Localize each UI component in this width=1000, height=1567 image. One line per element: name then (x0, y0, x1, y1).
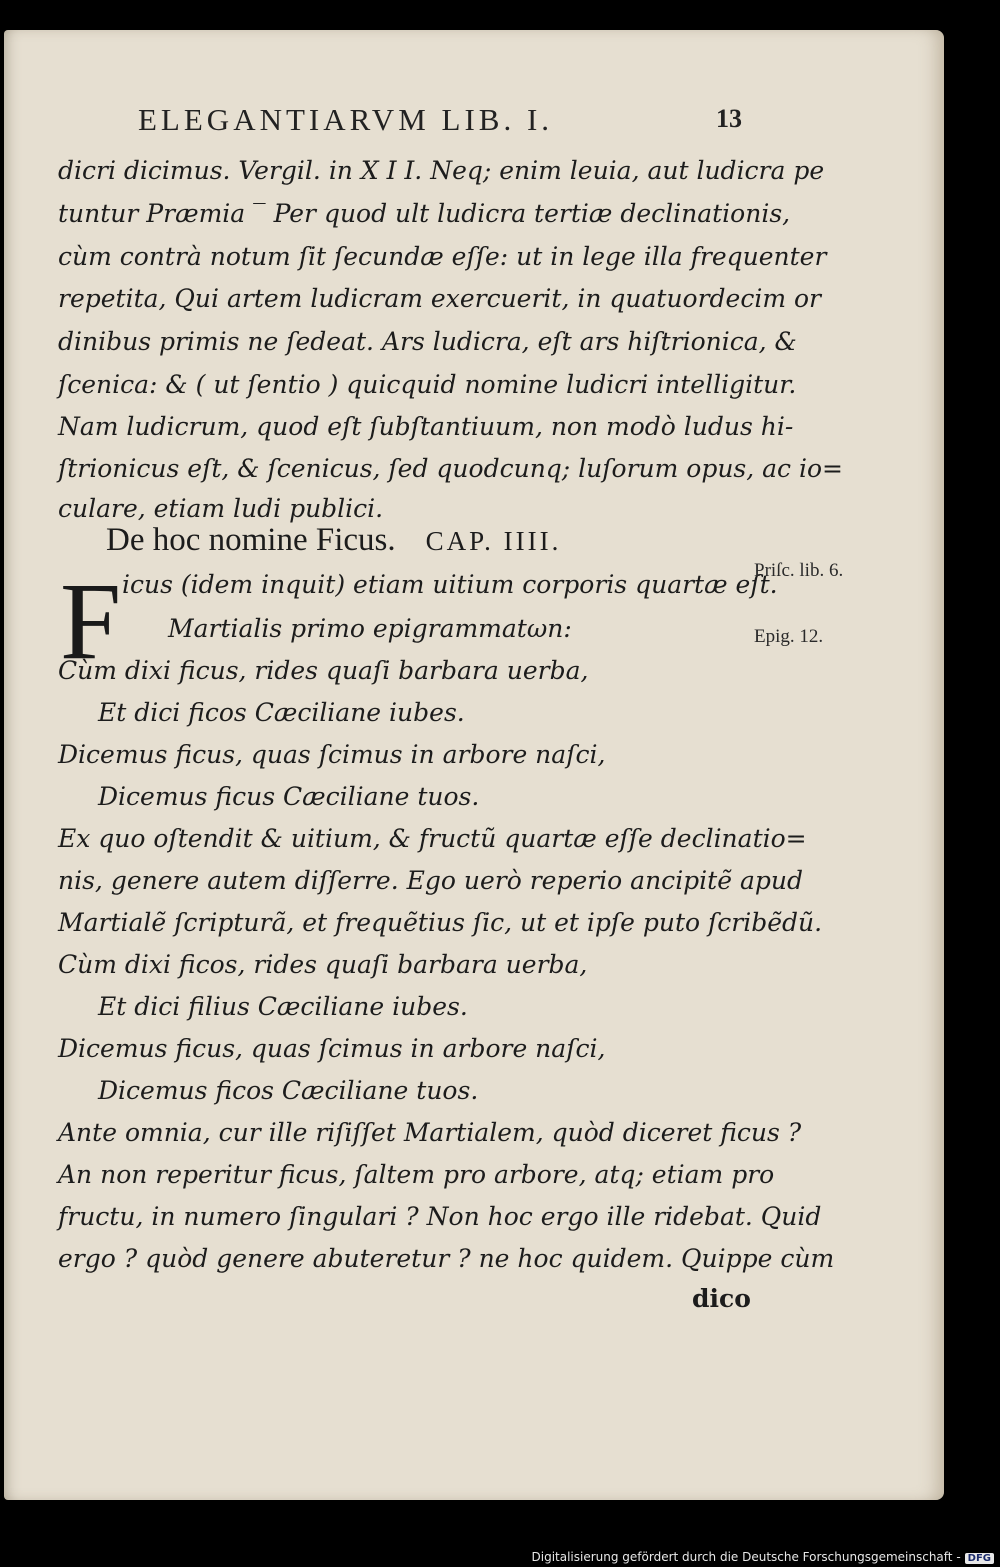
text-line: Martialẽ ſcripturã, et frequẽtius ſic, ut et ipſe puto ſcribẽdũ. (58, 908, 823, 937)
funding-footer (532, 1550, 995, 1564)
chapter-heading (106, 522, 561, 559)
verse-line: Cùm dixi ficus, rides quaſi barbara uerba, (58, 656, 589, 685)
text-line: Ante omnia, cur ille riſiſſet Martialem, quòd diceret ficus ? (58, 1118, 802, 1147)
text-line: nis, genere autem diſſerre. Ego uerò reperio ancipitẽ apud (58, 866, 803, 895)
dfg-logo: DFG (965, 1553, 994, 1564)
verse-line: Dicemus ficus, quas ſcimus in arbore naſci, (58, 740, 606, 769)
verse-line: Dicemus ficos Cæciliane tuos. (98, 1076, 479, 1105)
verse-line: Et dici filius Cæciliane iubes. (98, 992, 468, 1021)
page-number: 13 (716, 104, 742, 133)
text-line: An non reperitur ficus, ſaltem pro arbore, atq; etiam pro (58, 1160, 775, 1189)
margin-note: Priſc. lib. 6. (754, 560, 844, 581)
text-line: icus (idem inquit) etiam uitium corporis quartæ eſt. (122, 570, 778, 599)
verse-line: Et dici ficos Cæciliane iubes. (98, 698, 465, 727)
catchword: dico (692, 1284, 751, 1313)
text-line: Martialis primo epigrammatωn: (168, 614, 572, 643)
page-header (138, 102, 748, 142)
text-line: cùm contrà notum ſit ſecundæ eſſe: ut in lege illa frequenter (58, 242, 827, 271)
text-line: ſcenica: & ( ut ſentio ) quicquid nomine ludicri intelligitur. (58, 370, 797, 399)
text-line: dinibus primis ne ſedeat. Ars ludicra, eſt ars hiſtrionica, & (58, 327, 797, 356)
text-line: culare, etiam ludi publici. (58, 494, 384, 523)
text-line: tuntur Præmia ‾ Per quod ult ludicra tertiæ declinationis, (58, 199, 791, 228)
text-line: Ex quo oſtendit & uitium, & fructũ quartæ eſſe declinatio= (58, 824, 807, 853)
chapter-number: CAP. IIII. (425, 526, 562, 556)
margin-note: Epig. 12. (754, 626, 824, 647)
text-line: dicri dicimus. Vergil. in X I I. Neq; enim leuia, aut ludicra pe (58, 156, 825, 185)
footer-text: Digitalisierung gefördert durch die Deutsche Forschungsgemeinschaft - (531, 1550, 961, 1564)
chapter-title: De hoc nomine Ficus. (106, 522, 396, 558)
drop-cap-initial: F (60, 560, 122, 682)
text-line: Nam ludicrum, quod eſt ſubſtantiuum, non modò ludus hi- (58, 412, 794, 441)
verse-line: Cùm dixi ficos, rides quaſi barbara uerba, (58, 950, 588, 979)
running-title: ELEGANTIARVM LIB. I. (138, 102, 554, 137)
text-line: fructu, in numero ſingulari ? Non hoc ergo ille ridebat. Quid (58, 1202, 822, 1231)
text-line: ergo ? quòd genere abuteretur ? ne hoc quidem. Quippe cùm (58, 1244, 835, 1273)
verse-line: Dicemus ficus Cæciliane tuos. (98, 782, 480, 811)
text-line: repetita, Qui artem ludicram exercuerit, in quatuordecim or (58, 284, 822, 313)
text-line: ſtrionicus eſt, & ſcenicus, ſed quodcunq; luſorum opus, ac io= (58, 454, 843, 483)
verse-line: Dicemus ficus, quas ſcimus in arbore naſci, (58, 1034, 606, 1063)
